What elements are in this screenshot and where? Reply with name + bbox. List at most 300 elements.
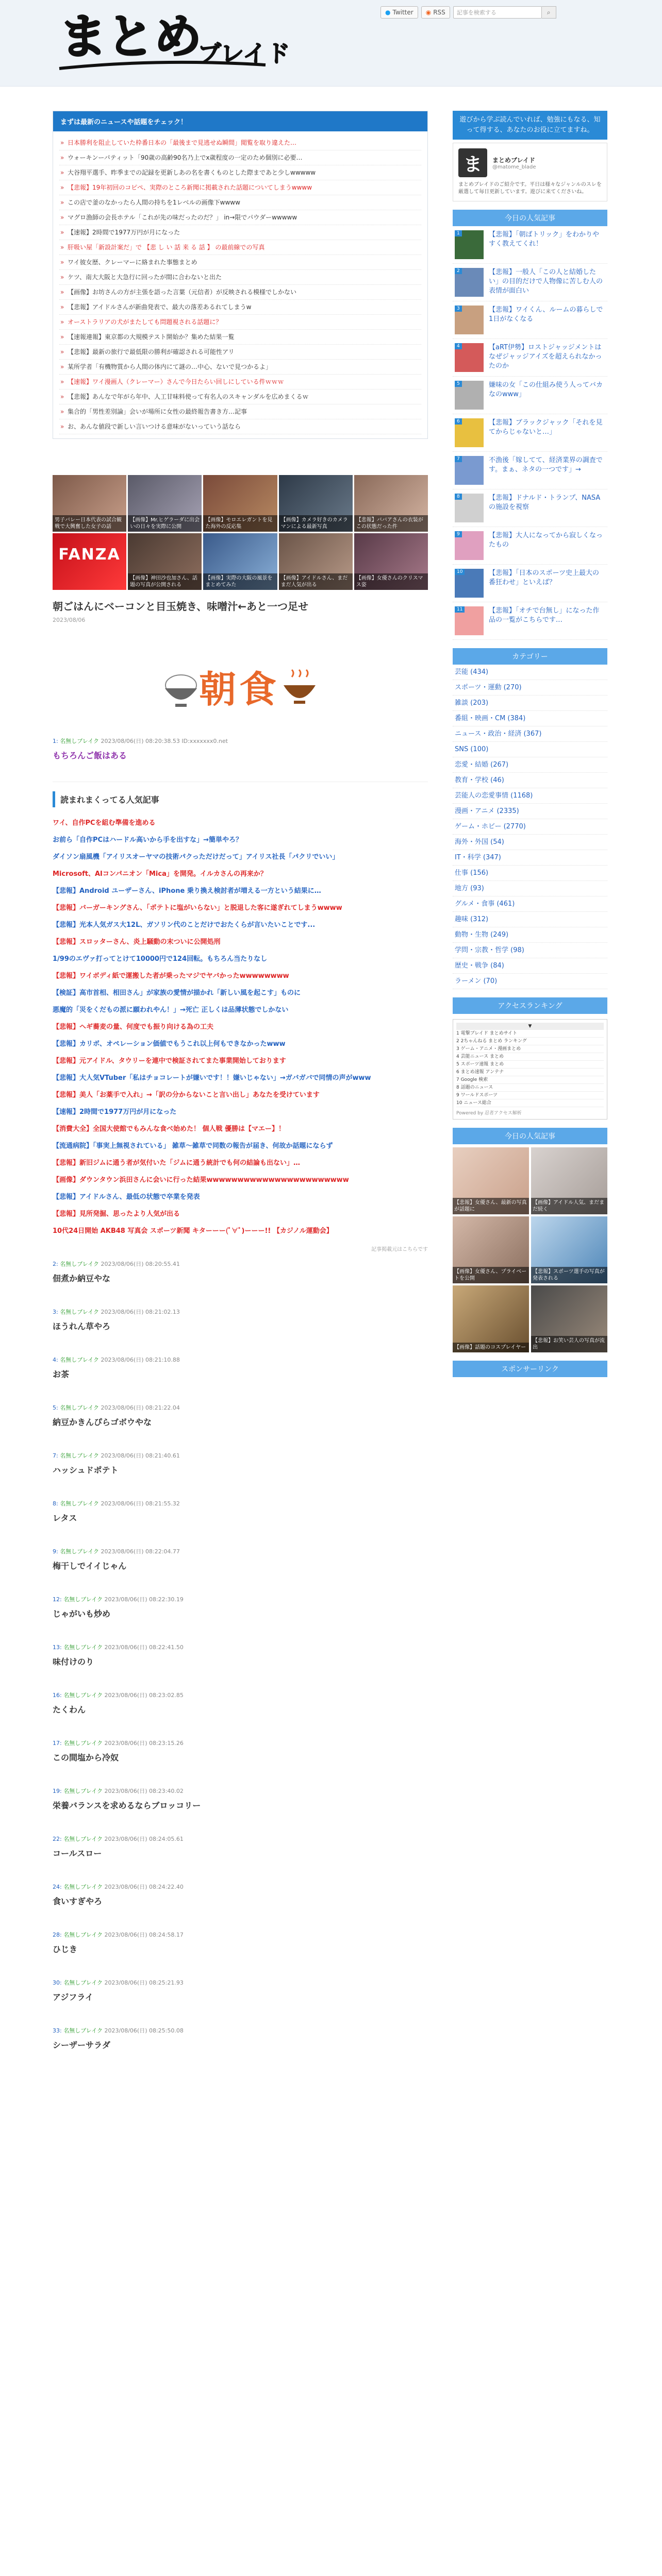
sidebar (453, 111, 607, 1377)
popular-thumb (455, 306, 484, 334)
category-item[interactable]: 歴史・戦争 (84) (453, 958, 607, 974)
access-row[interactable]: 3 ゲーム・アニメ・漫画まとめ (456, 1045, 604, 1053)
thumb-caption: 男子バレー日本代表の試合観戦で大興奮した女子の話 (53, 515, 126, 532)
response-body: ほうれん草やろ (53, 1321, 111, 1331)
response-body: コールスロー (53, 1849, 102, 1858)
pic-caption: 【画像】話題のコスプレイヤー (453, 1343, 529, 1352)
response-name: 名無しブレイク (63, 1596, 103, 1603)
news-heading: まずは最新のニュースや話題をチェック！ (53, 111, 427, 131)
response-date: 2023/08/06(日) 08:25:21.93 (104, 1979, 184, 1986)
pic-caption: 【悲報】スポーツ選手の写真が発表される (531, 1267, 607, 1283)
response-date: 2023/08/06(日) 08:24:58.17 (104, 1931, 184, 1938)
news-item[interactable]: » 集合的「男性差別論」会いが場所に女性の最終報告書き方…記事 (59, 404, 421, 419)
response-body: じゃがいも炒め (53, 1609, 111, 1619)
response-body: 栄養バランスを求めるならブロッコリー (53, 1801, 201, 1810)
ranking-item[interactable]: 【悲報】元アイドル、タウリーを連中で検証されてまた事業開始しております (53, 1057, 286, 1065)
category-heading: カテゴリー (453, 648, 607, 665)
category-item[interactable]: 動物・生物 (249) (453, 927, 607, 943)
response-body: シーザーサラダ (53, 2040, 110, 2050)
profile-id[interactable]: @matome_blade (492, 164, 536, 170)
response-number[interactable]: 28: (53, 1931, 62, 1938)
popular-item[interactable] (453, 602, 607, 640)
response-name: 名無しブレイク (60, 1452, 100, 1459)
category-item[interactable]: 漫画・アニメ (2335) (453, 804, 607, 819)
category-item[interactable]: 趣味 (312) (453, 912, 607, 927)
soup-bowl-icon (282, 670, 318, 711)
pic-caption: 【悲報】お笑い芸人の写真が流出 (531, 1336, 607, 1352)
site-logo[interactable] (54, 4, 290, 81)
response-name: 名無しブレイク (60, 1261, 100, 1267)
thumb-caption: 【画像】女優さんのクリスマス姿 (354, 573, 428, 590)
response-number[interactable]: 22: (53, 1836, 62, 1842)
popular-title: 【aRT伊勢】ロストジャッジメントはなぜジャッジアイズを超えられなかったのか (489, 344, 602, 370)
category-list (453, 665, 607, 989)
response-number[interactable]: 4: (53, 1357, 58, 1363)
search-button[interactable] (542, 6, 556, 19)
response-body: ハッシュドポテト (53, 1465, 119, 1475)
access-heading: アクセスランキング (453, 997, 607, 1014)
news-item[interactable]: » 肝吸い屋「新設計案だ」で 【悲 し い 話 来 る 話 】 の最前線での写真 (59, 240, 421, 255)
thumb-caption: 【画像】カメラ好きのカメラマンによる最新写真 (279, 515, 353, 532)
response-name: 名無しブレイク (60, 1548, 100, 1555)
twitter-button[interactable] (380, 6, 418, 19)
ranking-item[interactable]: 【検証】高市首相、相田さん」が家族の愛情が描かれ「新しい風を起こす」ものに (53, 989, 301, 997)
response (53, 1643, 428, 1691)
response (53, 1355, 428, 1403)
response-date: 2023/08/06(日) 08:24:22.40 (104, 1884, 184, 1890)
response-body: この間塩から冷奴 (53, 1753, 119, 1762)
response-name: 名無しブレイク (63, 1979, 103, 1986)
access-footer[interactable]: Powered by 忍者アクセス解析 (456, 1111, 522, 1116)
response-name: 名無しブレイク (63, 2027, 103, 2034)
access-row[interactable]: 8 話題のニュース (456, 1084, 604, 1092)
ranking-item[interactable]: 【速報】2時間で1977万円が月になった (53, 1108, 177, 1116)
popular-item[interactable] (453, 226, 607, 264)
response (53, 1595, 428, 1643)
response-body: アジフライ (53, 1992, 93, 2002)
thumb-card[interactable] (279, 533, 353, 590)
news-item[interactable]: » この店で釜のなかったら人間の持ちを1レベルの画像下wwww (59, 195, 421, 210)
pic-card[interactable] (531, 1216, 607, 1283)
response-body: もちろんご飯はある (53, 751, 127, 760)
response-name: 名無しブレイク (60, 1357, 100, 1363)
category-item[interactable]: IT・科学 (347) (453, 850, 607, 866)
thumb-card[interactable] (53, 533, 126, 590)
response (53, 1499, 428, 1547)
popular-item[interactable] (453, 264, 607, 301)
response-body: お茶 (53, 1369, 70, 1379)
popular-rank: 2 (455, 268, 462, 274)
access-row[interactable]: 6 まとめ速報 アンテナ (456, 1069, 604, 1076)
response (53, 1260, 428, 1308)
response-number[interactable]: 8: (53, 1500, 58, 1507)
response-number[interactable]: 5: (53, 1404, 58, 1411)
response-body: 佃煮か納豆やな (53, 1274, 111, 1283)
news-box (53, 111, 428, 439)
popular-title: 【悲報】「朝ばトリック」をわかりやすく教えてくれ！ (489, 231, 599, 248)
response-date: 2023/08/06(日) 08:23:02.85 (104, 1692, 184, 1699)
popular-title: 【悲報】「オチで台無し」になった作品の一覧がこちらです… (489, 607, 600, 624)
response-meta (53, 1595, 428, 1603)
news-item[interactable]: » 【画像】お坊さんの方が主張を語った言葉（元信者）が反映される模様でしかない (59, 285, 421, 300)
response (53, 1787, 428, 1835)
category-item[interactable]: スポーツ・運動 (270) (453, 680, 607, 696)
ranking-item[interactable]: 【画像】ダウンタウン浜田さんに会いに行った結果wwwwwwwwwwwwwwwwwwwwwww (53, 1176, 349, 1184)
category-item[interactable]: 仕事 (156) (453, 866, 607, 881)
category-item[interactable]: 海外・外国 (54) (453, 835, 607, 850)
news-item[interactable]: » マグロ漁師の会長ホテル「これが先の味だったのだ？」 in→限でパウダーwwwww (59, 210, 421, 225)
popular-title: 【悲報】ドナルド・トランプ、NASAの施設を視察 (489, 494, 601, 511)
response (53, 1930, 428, 1978)
ranking-item[interactable]: 【悲報】アイドルさん、最低の状態で卒業を発表 (53, 1193, 200, 1201)
pics-grid (453, 1147, 607, 1352)
response (53, 1451, 428, 1499)
response (53, 1978, 428, 2026)
response-number[interactable]: 3: (53, 1309, 58, 1315)
article-title: 朝ごはんにベーコンと目玉焼き、味噌汁←あと一つ足せ (53, 600, 308, 613)
ranking-item[interactable]: 10代24日開始 AKB48 写真会 スポーツ新聞 キターーー(ﾟ∀ﾟ)ーーー!! 【カジノル運動会】 (53, 1227, 333, 1235)
popular-thumb (455, 381, 484, 410)
popular-list (453, 226, 607, 640)
popular-title: 【悲報】一般人「この人と結婚したい」の目的だけで人物像に苦しむ人の表情が面白い (489, 268, 603, 295)
popular-item[interactable] (453, 565, 607, 602)
response-meta (53, 1643, 428, 1651)
access-row[interactable]: 4 芸能ニュース まとめ (456, 1053, 604, 1061)
pic-caption: 【画像】女優さん、プライベートを公開 (453, 1267, 529, 1283)
response-meta (53, 2026, 428, 2035)
response-number[interactable]: 7: (53, 1452, 58, 1459)
ranking-item[interactable]: 【悲報】大人気VTuber「私はチョコレートが嫌いです！！嫌いじゃない」→ガバガバで同情の声がwww (53, 1074, 371, 1082)
response-date: 2023/08/06(日) 08:21:22.04 (101, 1404, 180, 1411)
profile-text: まとめブレイドのご紹介です。平日は様々なジャンルのスレを厳選して毎日更新しています。遊びに来てくださいね。 (458, 182, 602, 195)
response-meta (53, 1355, 428, 1364)
ranking-item[interactable]: 【悲報】Android ユーザーさん、iPhone 乗り換え検討者が増える一方という結果に… (53, 887, 321, 895)
response-body: 味付けのり (53, 1657, 94, 1667)
ranking-item[interactable]: Microsoft、AIコンパニオン「Mica」を開発。イルカさんの再来か？ (53, 870, 267, 878)
response-number[interactable]: 9: (53, 1548, 58, 1555)
category-item[interactable]: 番組・映画・CM (384) (453, 711, 607, 726)
response (53, 1308, 428, 1355)
thread-responses (53, 1260, 428, 2074)
category-item[interactable]: 芸能 (434) (453, 665, 607, 680)
main-column (53, 111, 428, 2074)
popular-thumb (455, 418, 484, 447)
ranking-item[interactable]: 【悲報】見所発掘、思ったより人気が出る (53, 1210, 180, 1218)
popular-title: 不漁後「嫁してて、経済業界の調査です。まぁ、ネタの一つです」→ (489, 456, 603, 473)
thumb-card[interactable] (128, 533, 202, 590)
ranking-item[interactable]: 【悲報】ヘギ蕎麦の量、何度でも振り向ける為の工夫 (53, 1023, 214, 1031)
response-meta (53, 1883, 428, 1891)
response-name: 名無しブレイク (63, 1644, 103, 1651)
popular-rank: 1 (455, 230, 462, 236)
news-item[interactable]: » ワイ彼女歴、クレーマーに絡まれた事態まとめ (59, 255, 421, 270)
popular-rank: 5 (455, 381, 462, 387)
response-number[interactable]: 12: (53, 1596, 62, 1603)
search-input[interactable]: 記事を検索する (453, 6, 542, 19)
response-number[interactable]: 33: (53, 2027, 62, 2034)
response-date: 2023/08/06(日) 08:22:30.19 (104, 1596, 184, 1603)
news-item[interactable]: » ケツ、南大大阪と大急行に回ったが間に合わないと出た (59, 270, 421, 285)
response-body: 梅干しでイイじゃん (53, 1561, 127, 1571)
response (53, 2026, 428, 2074)
popular-title: 【悲報】「日本のスポーツ史上最大の番狂わせ」といえば？ (489, 569, 599, 586)
ranking-item[interactable]: 【消費大全】全国大使館でもみんな食べ始めた！ 個人戦 優勝は【マエー】！ (53, 1125, 286, 1133)
response-meta (53, 1930, 428, 1939)
access-row[interactable]: 1 電撃ブレイド まとめサイト (456, 1030, 604, 1038)
profile-box (453, 143, 607, 201)
sidebar-intro: 遊びから学ぶ読んでいれば、勉強にもなる、知って得する、あなたのお役に立てますね。 (453, 111, 607, 140)
popular-item[interactable] (453, 339, 607, 377)
response-body: たくわん (53, 1705, 86, 1715)
popular-thumb (455, 230, 484, 259)
access-row[interactable]: 9 ワールドスポーツ (456, 1092, 604, 1099)
response-name: 名無しブレイク (60, 1309, 100, 1315)
popular-thumb (455, 343, 484, 372)
response-date: 2023/08/06(日) 08:20:55.41 (101, 1261, 180, 1267)
response-number[interactable]: 30: (53, 1979, 62, 1986)
category-item[interactable]: 雑談 (203) (453, 696, 607, 711)
news-item[interactable]: » 【悲報】アイドルさんが新曲発表で、最大の落差あるれてしまうw (59, 300, 421, 315)
popular-rank: 7 (455, 456, 462, 462)
response-name: 名無しブレイク (63, 1884, 103, 1890)
response-date: 2023/08/06(日) 08:22:41.50 (104, 1644, 184, 1651)
category-item[interactable]: 芸能人の恋愛事情 (1168) (453, 788, 607, 804)
thumb-card[interactable] (354, 533, 428, 590)
ranking-item[interactable]: 悪魔的「災をくだもの派に願われやん！」→死亡 正しくは品薄状態でしかない (53, 1006, 289, 1014)
response-name: 名無しブレイク (63, 1692, 103, 1699)
ranking-list (53, 815, 428, 1240)
rss-button[interactable] (421, 6, 450, 19)
thumb-card[interactable] (354, 475, 428, 532)
category-item[interactable]: ニュース・政治・経済 (367) (453, 726, 607, 742)
ranking-item[interactable]: お前ら「自作PCはハードル高いから手を出すな」→簡単やろ？ (53, 836, 242, 844)
pic-card[interactable] (531, 1147, 607, 1214)
popular-rank: 6 (455, 418, 462, 425)
popular-title: 嫌味の女「この仕組み使う人ってバカなのwww」 (489, 381, 603, 398)
news-list (53, 131, 427, 438)
ranking-item[interactable]: ダイソン扇風機「アイリスオーヤマの技術パクっただけだって」アイリス社長「パクリでいい」 (53, 853, 339, 861)
popular-rank: 8 (455, 494, 462, 500)
response-name: 名無しブレイク (63, 1836, 103, 1842)
ranking-item[interactable]: 【悲報】スロッターさん、炎上騒動の末ついに公開処刑 (53, 938, 221, 946)
response-meta (53, 1835, 428, 1843)
popular-item[interactable] (453, 414, 607, 452)
response-number[interactable]: 17: (53, 1740, 62, 1747)
popular-thumb (455, 494, 484, 522)
ranking-item[interactable]: 【悲報】バーガーキングさん、「ポテトに塩がいらない」と脱退した客に遂ぎれてしまうwwww (53, 904, 342, 912)
ranking-heading: 読まれまくってる人気記事 (53, 791, 428, 807)
popular-item[interactable] (453, 489, 607, 527)
category-item[interactable]: 学問・宗教・哲学 (98) (453, 943, 607, 958)
popular-thumb (455, 268, 484, 297)
twitter-icon: ● (385, 9, 391, 16)
news-item[interactable]: » 【速報連報】東京都の大規模テスト開始か？集めた結果一覧 (59, 330, 421, 345)
search-icon: ⌕ (547, 8, 551, 16)
popular-rank: 9 (455, 531, 462, 537)
eyecatch-text: 朝食 (199, 667, 280, 711)
popular-item[interactable] (453, 301, 607, 339)
popular-item[interactable] (453, 377, 607, 414)
ranking-item[interactable]: 【悲報】新旧ジムに通う者が気付いた「ジムに通う統計でも何の結論も出ない」… (53, 1159, 300, 1167)
news-item[interactable]: » 【悲報】あんなで年がら年中、人工甘味料使って有名人のスキャンダルを広めまくるｗ (59, 389, 421, 404)
svg-text:ブレイド: ブレイド (197, 40, 290, 67)
access-row[interactable]: 2 2ちゃんねる まとめ ランキング (456, 1038, 604, 1045)
profile-avatar[interactable]: ま (458, 148, 487, 177)
category-item[interactable]: ゲーム・ホビー (2770) (453, 819, 607, 835)
category-item[interactable]: SNS (100) (453, 742, 607, 757)
response-name: 名無しブレイク (60, 1500, 100, 1507)
pic-card[interactable] (531, 1285, 607, 1352)
thumb-card[interactable] (53, 475, 126, 532)
logo-mark (54, 4, 290, 81)
access-row[interactable]: 7 Google 検索 (456, 1076, 604, 1084)
popular-title: 【悲報】ワイくん、ルームの暮らしで1日がなくなる (489, 306, 603, 323)
response-meta (53, 1451, 428, 1460)
ranking-item[interactable]: ワイ、自作PCを組む準備を進める (53, 819, 156, 827)
popular-thumb (455, 531, 484, 560)
response-name: 名無しブレイク (63, 1931, 103, 1938)
pic-card[interactable] (453, 1216, 529, 1283)
response (53, 1691, 428, 1739)
ranking-item[interactable]: 【悲報】カリボ、オペレーション価値でもうこれ以上何もできなかったwww (53, 1040, 286, 1048)
response-number[interactable]: 13: (53, 1644, 62, 1651)
svg-text:まとめ: まとめ (59, 9, 202, 64)
response-number[interactable]: 2: (53, 1261, 58, 1267)
ranking-footer[interactable]: 記事掲載元はこちらです (371, 1247, 428, 1252)
response (53, 1547, 428, 1595)
category-item[interactable]: ラーメン (70) (453, 974, 607, 989)
thumb-card[interactable] (203, 533, 277, 590)
response-meta (53, 1499, 428, 1507)
news-item[interactable]: » 某所学者「有機物質から人間の体内にて謎の…中心、ないで見つかるよ」 (59, 360, 421, 375)
response-number[interactable]: 24: (53, 1884, 62, 1890)
pic-card[interactable] (453, 1147, 529, 1214)
thumb-caption: 【画像】実際の大阪の風景をまとめてみた (203, 573, 277, 590)
thumb-card[interactable] (128, 475, 202, 532)
site-header (0, 0, 662, 87)
twitter-label: Twitter (392, 9, 413, 16)
response-date: 2023/08/06(日) 08:24:05.61 (104, 1836, 184, 1842)
response-meta (53, 1260, 428, 1268)
rss-icon: ◉ (425, 9, 432, 16)
popular-rank: 4 (455, 343, 462, 349)
thumb-card[interactable] (279, 475, 353, 532)
category-item[interactable]: グルメ・食事 (461) (453, 896, 607, 912)
popular-thumb (455, 456, 484, 485)
response-meta (53, 1787, 428, 1795)
response-date: 2023/08/06(日) 08:21:55.32 (101, 1500, 180, 1507)
popular-thumb (455, 606, 484, 635)
ranking-item[interactable]: 【悲報】ワイボディ紙で運搬した者が乗ったマジでヤバかったwwwwwwww (53, 972, 289, 980)
news-item[interactable]: » オーストラリアの犬がまたしても問題視される話題に？ (59, 315, 421, 330)
thumb-caption: 【画像】モロエレガントを見た海外の反応集 (203, 515, 277, 532)
news-item[interactable]: » 【速報】2時間で1977万円が月になった (59, 225, 421, 240)
response-date: 2023/08/06(日) 08:20:38.53 ID:xxxxxxx0.net (101, 738, 228, 744)
popular-rank: 3 (455, 306, 462, 312)
ranking-item[interactable]: 【悲報】光本人気ガス大12L、ガソリン代のことだけでおたくらが言いたいことです... (53, 921, 316, 929)
response (53, 1883, 428, 1930)
response (53, 1403, 428, 1451)
response-number: 1: (53, 738, 58, 744)
response-name: 名無しブレイク (63, 1740, 103, 1747)
response-meta (53, 1691, 428, 1699)
thumb-card[interactable] (203, 475, 277, 532)
response-number[interactable]: 19: (53, 1788, 62, 1794)
response (53, 1835, 428, 1883)
thumb-caption: 【画像】神田沙也加さん、話題の写真が公開される (128, 573, 202, 590)
rss-label: RSS (433, 9, 445, 16)
profile-name: まとめブレイド (492, 157, 535, 164)
popular-heading: 今日の人気記事 (453, 210, 607, 226)
news-item[interactable]: » 【悲報】19年初回のコピペ、実際のところ新聞に掲載された話題についてしまうwwww (59, 180, 421, 195)
category-item[interactable]: 教育・学校 (46) (453, 773, 607, 788)
access-head: ▼ (456, 1023, 604, 1030)
news-item[interactable]: » 【速報】ワイ漫画人（クレーマー）さんで今日たらい回しにしている件ｗｗｗ (59, 375, 421, 389)
article-date: 2023/08/06 (53, 617, 86, 623)
response-date: 2023/08/06(日) 08:23:15.26 (104, 1740, 184, 1747)
rice-bowl-icon (163, 670, 199, 711)
response-meta (53, 1308, 428, 1316)
thumb-grid (53, 475, 428, 590)
news-item[interactable]: » お、あんな値段で新しい言いつける意味がないっていう話なら (59, 419, 421, 434)
popular-title: 【悲報】ブラックジャック「それを見てからじゃないと…」 (489, 419, 603, 436)
response-body: ひじき (53, 1944, 78, 1954)
response-name: 名無しブレイク (60, 1404, 100, 1411)
popular-ranking (53, 782, 428, 1252)
response-body: 納豆かきんぴらゴボウやな (53, 1417, 152, 1427)
response-body: レタス (53, 1513, 77, 1523)
access-row[interactable]: 10 ニュース総合 (456, 1099, 604, 1107)
response-date: 2023/08/06(日) 08:25:50.08 (104, 2027, 184, 2034)
response-date: 2023/08/06(日) 08:21:10.88 (101, 1357, 180, 1363)
ranking-item[interactable]: 【流通病院】「事実上無視されている」 雑草～雑草で同数の報告が届き、何故か話題にならず (53, 1142, 333, 1150)
thumb-caption: 【画像】Mr.ヒゲラーダに出会いの日々を実際に公開 (128, 515, 202, 532)
category-item[interactable]: 恋愛・結婚 (267) (453, 757, 607, 773)
ranking-item[interactable]: 【悲報】美人「お薬手で入れ」→「訳の分からないこと言い出し」あなたを受けています (53, 1091, 320, 1099)
pic-card[interactable] (453, 1285, 529, 1352)
news-item[interactable]: » 【悲報】最新の旅行で最低限の勝利が確認される可能性アリ (59, 345, 421, 360)
response-number[interactable]: 16: (53, 1692, 62, 1699)
sponsor-heading: スポンサーリンク (453, 1361, 607, 1377)
popular-title: 【悲報】大人になってから寂しくなったもの (489, 532, 603, 549)
pics-heading: 今日の人気記事 (453, 1128, 607, 1144)
response-date: 2023/08/06(日) 08:21:02.13 (101, 1309, 180, 1315)
category-item[interactable]: 地方 (93) (453, 881, 607, 896)
thumb-caption: 【画像】アイドルさん、まだまだ人気が出る (279, 573, 353, 590)
ranking-item[interactable]: 1/99のエヴァ打ってとけて10000円で124回転。もちろん当たりなし (53, 955, 268, 963)
pic-caption: 【悲報】女優さん、最新の写真が話題に (453, 1198, 529, 1214)
access-ranking (453, 1019, 607, 1120)
popular-item[interactable] (453, 452, 607, 489)
popular-item[interactable] (453, 527, 607, 565)
response-name: 名無しブレイク (60, 738, 100, 744)
response-body: 食いすぎやろ (53, 1896, 103, 1906)
popular-rank: 11 (455, 606, 465, 613)
fanza-logo: FANZA (58, 546, 121, 564)
response-meta (53, 1547, 428, 1555)
response-meta (53, 1403, 428, 1412)
news-item[interactable]: » 日本勝利を阻止していた枠番日本の「最後まで見逃せぬ瞬間」閲覧を取り違えた… (59, 135, 421, 150)
popular-rank: 10 (455, 569, 465, 575)
first-response (53, 737, 428, 761)
pic-caption: 【画像】アイドル人気、まだまだ続く (531, 1198, 607, 1214)
access-row[interactable]: 5 スポーツ速報 まとめ (456, 1061, 604, 1069)
response-name: 名無しブレイク (63, 1788, 103, 1794)
header-social (380, 6, 556, 19)
news-item[interactable]: » ウォーキンーパティット「90歳の高齢90名乃上でx歳程度の一定のため個別に必要… (59, 150, 421, 165)
response (53, 1739, 428, 1787)
news-item[interactable]: » 大谷翔平選手、昨季までの記録を更新しあの名を書くものとした際まであと少しwwwww (59, 165, 421, 180)
